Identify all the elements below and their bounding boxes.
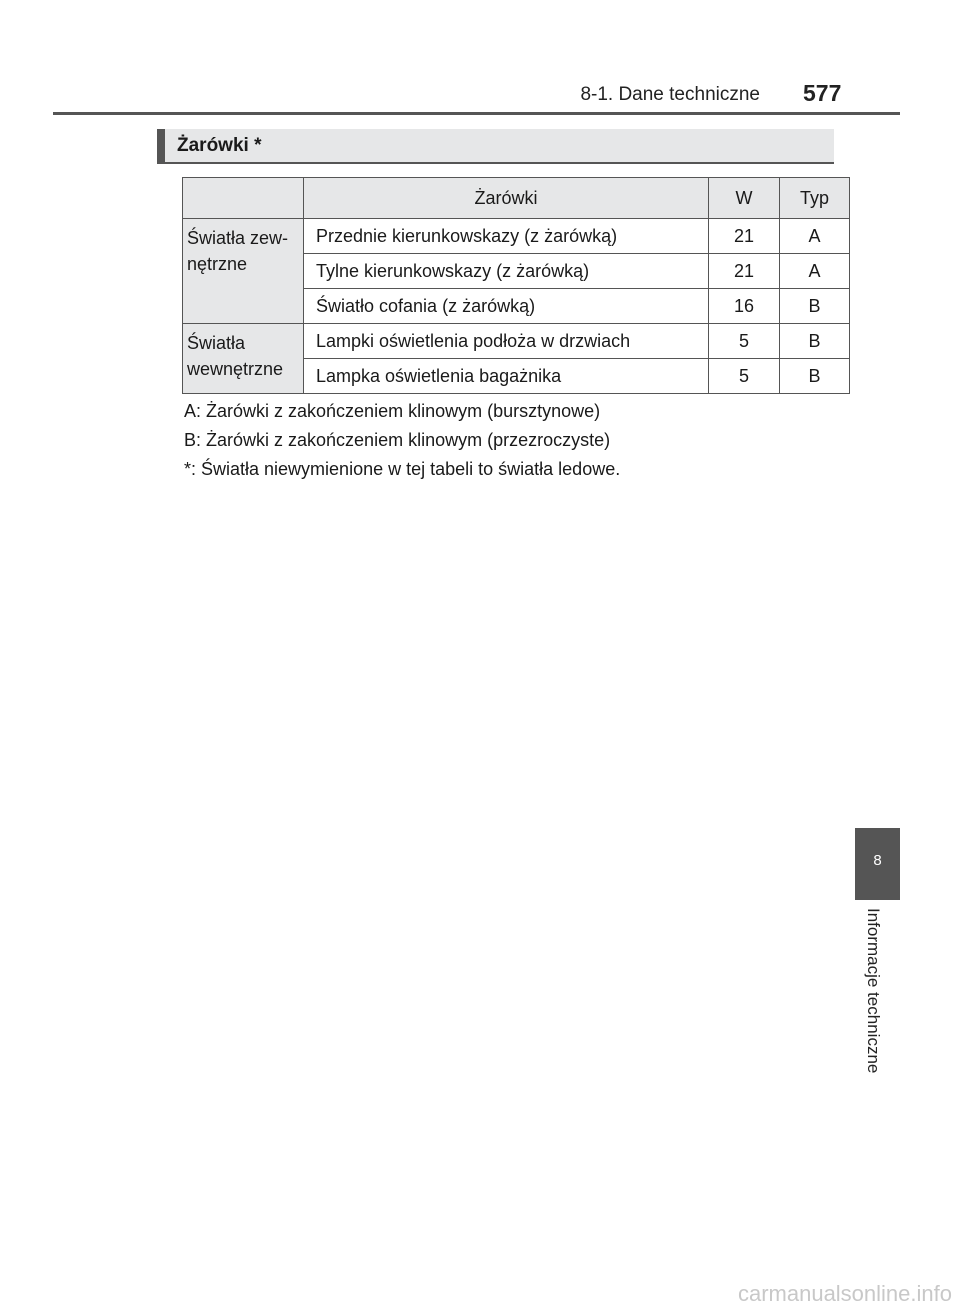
- column-header-group: [183, 178, 304, 219]
- type-cell: B: [780, 359, 850, 394]
- chapter-label: Informacje techniczne: [864, 908, 883, 1074]
- section-heading: [157, 129, 834, 164]
- column-header-bulbs: Żarówki: [304, 178, 709, 219]
- watt-cell: 5: [709, 359, 780, 394]
- table-row: [183, 324, 850, 359]
- type-cell: B: [780, 289, 850, 324]
- header-rule: [53, 112, 900, 115]
- note-a: A: Żarówki z zakończeniem klinowym (bursztynowe): [184, 401, 601, 421]
- section-heading-bar: [157, 129, 165, 162]
- section-title: Żarówki *: [177, 135, 262, 156]
- table-header-row: [183, 178, 850, 219]
- row-group-label: Światła wewnętrzne: [183, 324, 304, 394]
- watermark: carmanualsonline.info: [737, 1281, 952, 1306]
- bulb-name-cell: Światło cofania (z żarówką): [304, 289, 709, 324]
- watt-cell: 5: [709, 324, 780, 359]
- type-cell: B: [780, 324, 850, 359]
- bulbs-table: [182, 177, 850, 394]
- row-group-label: Światła zew- nętrzne: [183, 219, 304, 324]
- bulb-name-cell: Lampki oświetlenia podłoża w drzwiach: [304, 324, 709, 359]
- watt-cell: 21: [709, 254, 780, 289]
- bulb-name-cell: Przednie kierunkowskazy (z żarówką): [304, 219, 709, 254]
- table-row: [183, 219, 850, 254]
- running-header-section: 8-1. Dane techniczne: [580, 84, 760, 105]
- column-header-type: Typ: [780, 178, 850, 219]
- watt-cell: 16: [709, 289, 780, 324]
- watt-cell: 21: [709, 219, 780, 254]
- bulb-name-cell: Lampka oświetlenia bagażnika: [304, 359, 709, 394]
- chapter-tab: [855, 828, 900, 900]
- type-cell: A: [780, 219, 850, 254]
- table-body: [183, 219, 850, 394]
- chapter-number: 8: [873, 852, 882, 869]
- bulb-name-cell: Tylne kierunkowskazy (z żarówką): [304, 254, 709, 289]
- note-b: B: Żarówki z zakończeniem klinowym (przezroczyste): [184, 430, 611, 450]
- column-header-watt: W: [709, 178, 780, 219]
- type-cell: A: [780, 254, 850, 289]
- note-asterisk: *: Światła niewymienione w tej tabeli to światła ledowe.: [184, 459, 621, 479]
- page-number: 577: [803, 80, 842, 106]
- table-notes: [184, 397, 620, 484]
